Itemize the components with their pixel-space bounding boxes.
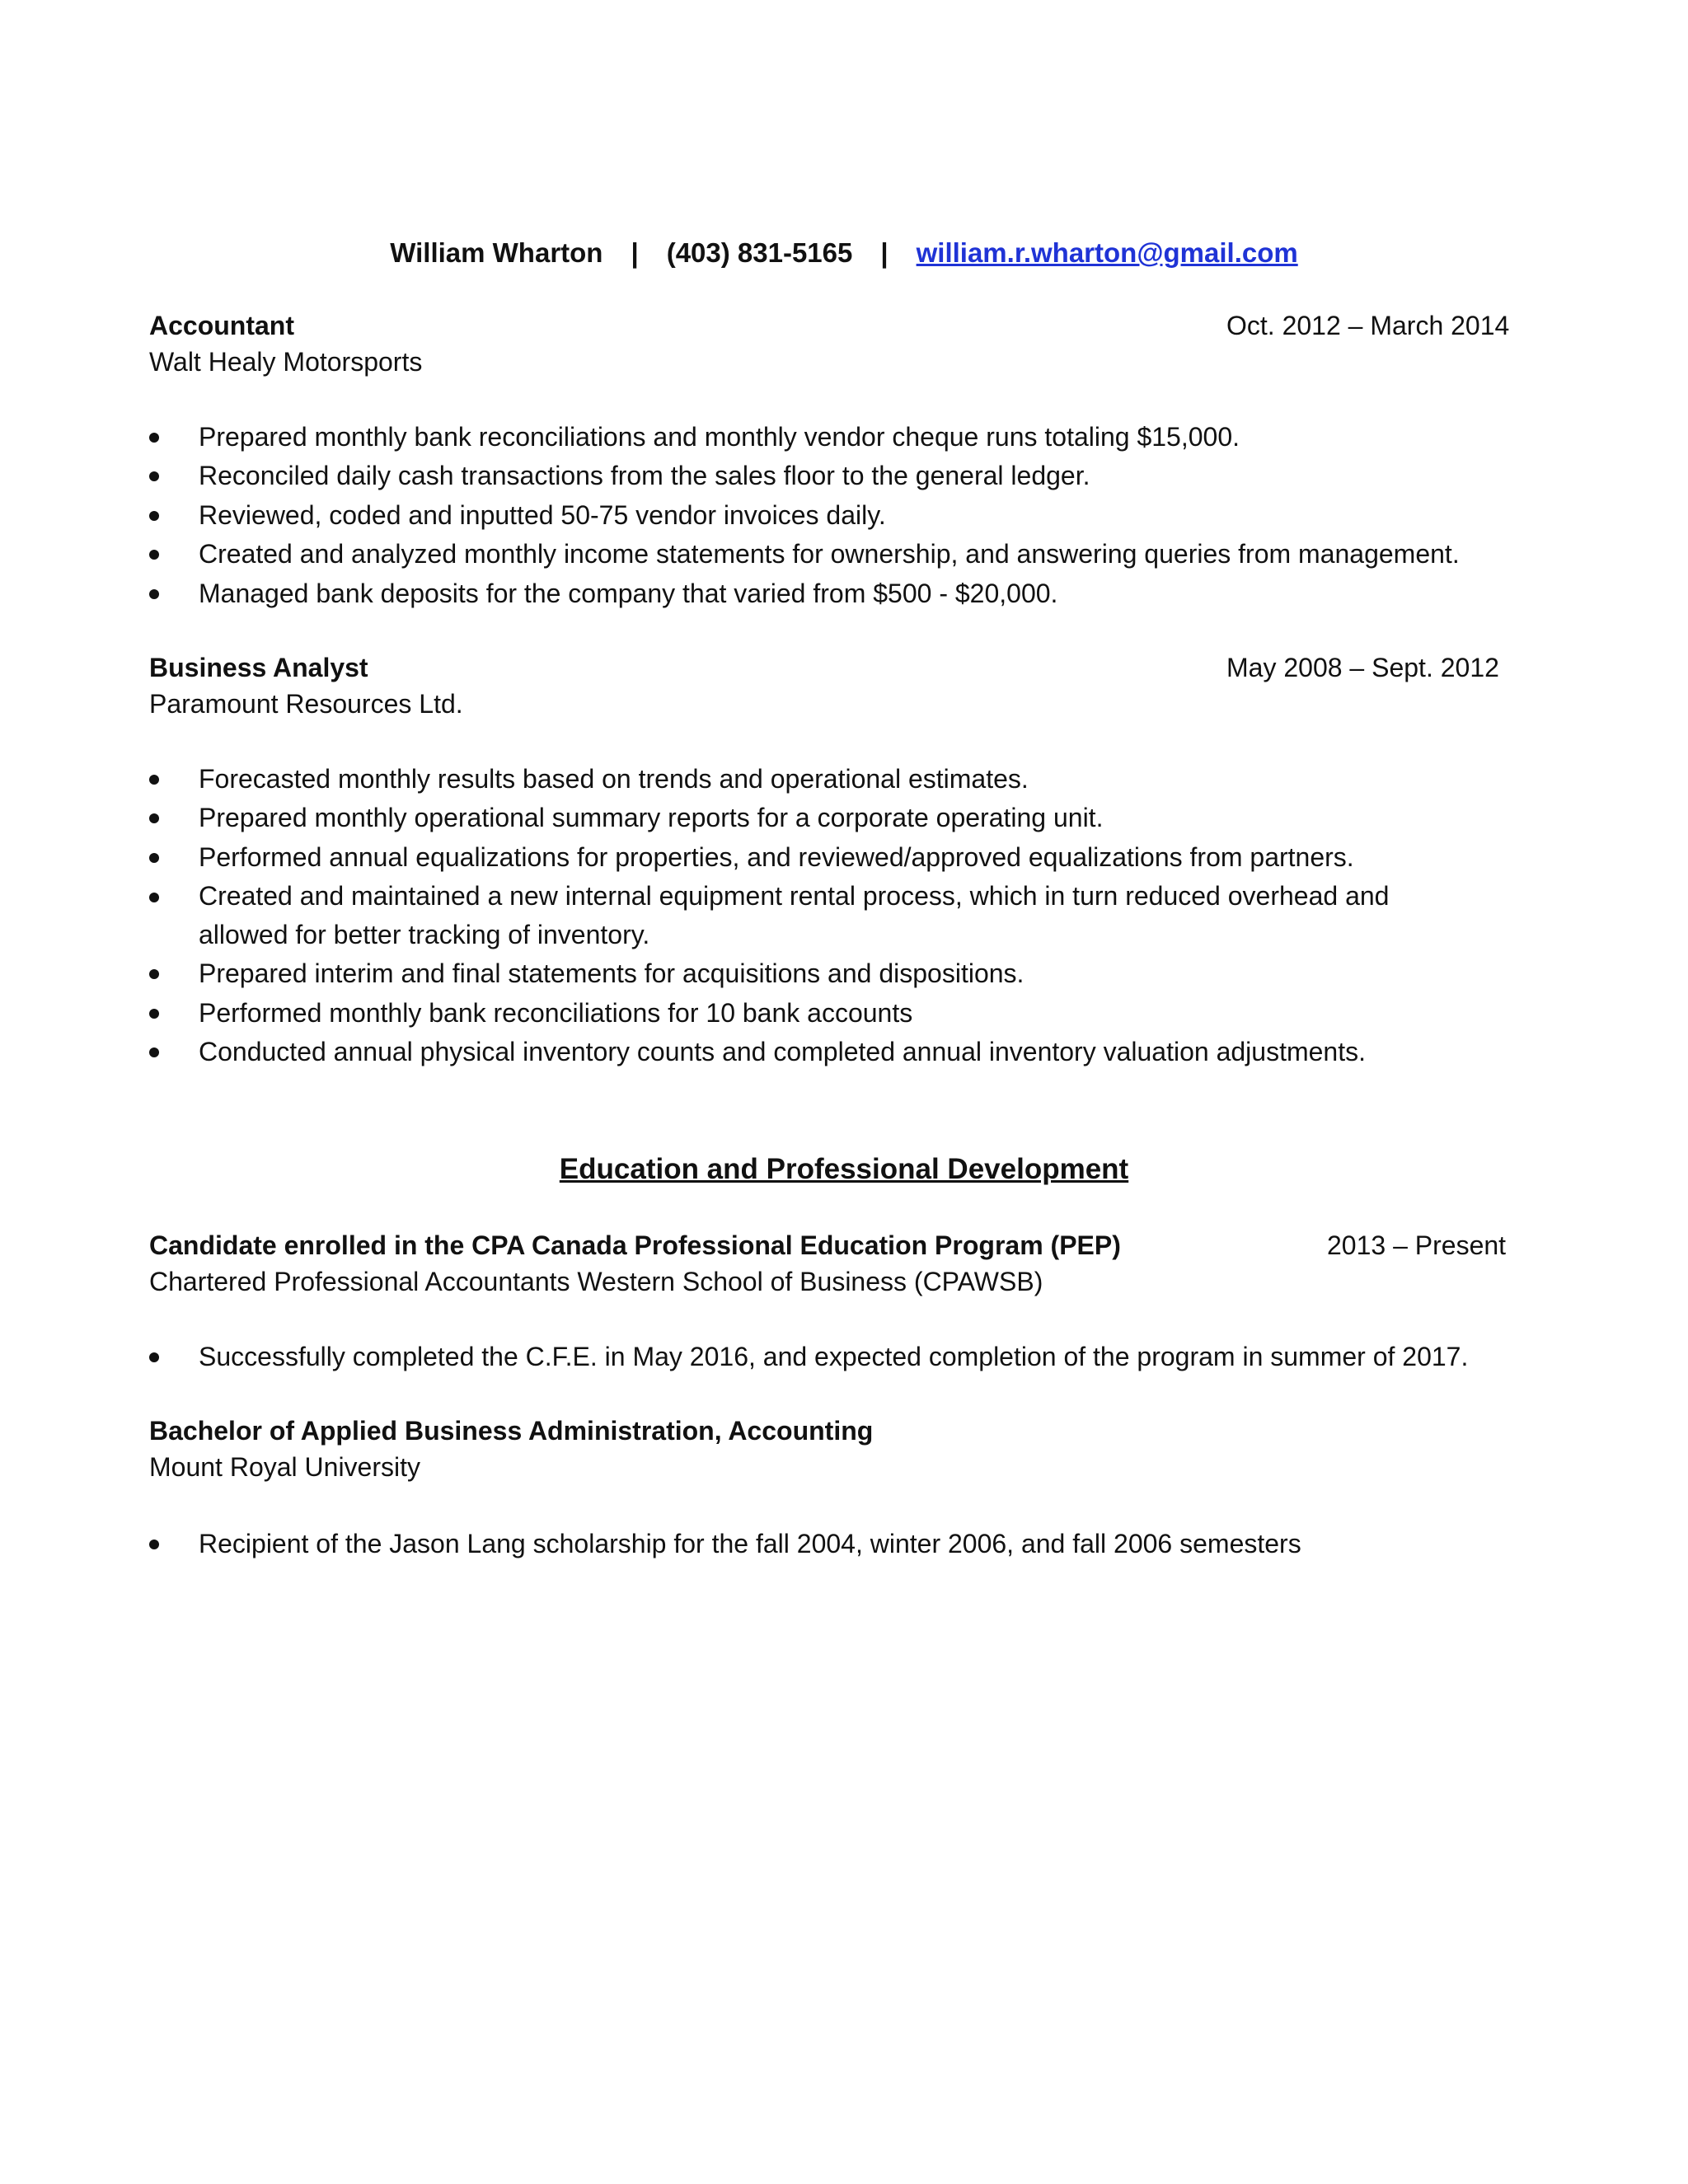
bullet-icon: [149, 433, 159, 443]
email-link[interactable]: william.r.wharton@gmail.com: [916, 237, 1298, 268]
phone-number: (403) 831-5165: [666, 237, 853, 268]
job-dates: Oct. 2012 – March 2014: [1226, 311, 1510, 340]
education-title: Candidate enrolled in the CPA Canada Professional Education Program (PEP): [149, 1230, 1121, 1260]
job-title: Business Analyst: [149, 653, 368, 682]
bullet-icon: [149, 589, 159, 599]
separator: |: [880, 237, 889, 268]
bullet-icon: [149, 1352, 159, 1362]
job-dates: May 2008 – Sept. 2012: [1226, 653, 1499, 682]
education-institution: Chartered Professional Accountants Western School of Business (CPAWSB): [149, 1267, 1043, 1296]
job-company: Walt Healy Motorsports: [149, 347, 423, 377]
bullet-icon: [149, 1540, 159, 1549]
bullet-icon: [149, 1047, 159, 1057]
bullet-icon: [149, 511, 159, 521]
education-institution: Mount Royal University: [149, 1452, 420, 1482]
bullet-icon: [149, 853, 159, 863]
bullet-icon: [149, 1009, 159, 1019]
section-title-education: Education and Professional Development: [559, 1153, 1129, 1185]
candidate-name: William Wharton: [390, 237, 603, 268]
contact-header: [0, 237, 1688, 269]
bullet-icon: [149, 550, 159, 560]
bullet-icon: [149, 775, 159, 785]
education-title: Bachelor of Applied Business Administration, Accounting: [149, 1416, 874, 1446]
bullet-icon: [149, 893, 159, 902]
job-company: Paramount Resources Ltd.: [149, 689, 463, 719]
bullet-icon: [149, 813, 159, 823]
resume-page: William Wharton | (403) 831-5165 | william.r.wharton@gmail.com Accountant Oct. 2012 – March 2014 Walt Healy Motorsports Prepared monthly bank reconciliations and monthly vendor cheque runs totaling $15,000. Reconciled daily cash transactions from the sales floor to the general ledger. Reviewed, coded and inputted 50-75 vendor invoices daily. Created and analyzed monthly income statements for ownership, and answering queries from management. Managed bank deposits for the company that varied from $500 - $20,000. Business Analyst May 2008 – Sept. 2012 Paramount Resources Ltd. Forecasted monthly results based on trends and operational estimates. Prepared monthly operational summary reports for a corporate operating unit. Performed annual equalizations for properties, and reviewed/approved equalizations from partners. Created and maintained a new internal equipment rental process, which in turn reduced overhead and allowed for better tracking of inventory. Prepared interim and final statements for acquisitions and dispositions. Performed monthly bank reconciliations for 10 bank accounts Conducted annual physical inventory counts and completed annual inventory valuation adjustments. Education and Professional Development Candidate enrolled in the CPA Canada Professional Education Program (PEP) 2013 – Present Chartered Professional Accountants Western School of Business (CPAWSB) Successfully completed the C.F.E. in May 2016, and expected completion of the program in summer of 2017. Bachelor of Applied Business Administration, Accounting Mount Royal University Recipient of the Jason Lang scholarship for the fall 2004, winter 2006, and fall 2006 semesters: [0, 0, 1688, 2184]
separator: |: [631, 237, 639, 268]
bullet-icon: [149, 969, 159, 979]
bullet-icon: [149, 471, 159, 481]
education-dates: 2013 – Present: [1327, 1230, 1507, 1260]
job-title: Accountant: [149, 311, 294, 340]
